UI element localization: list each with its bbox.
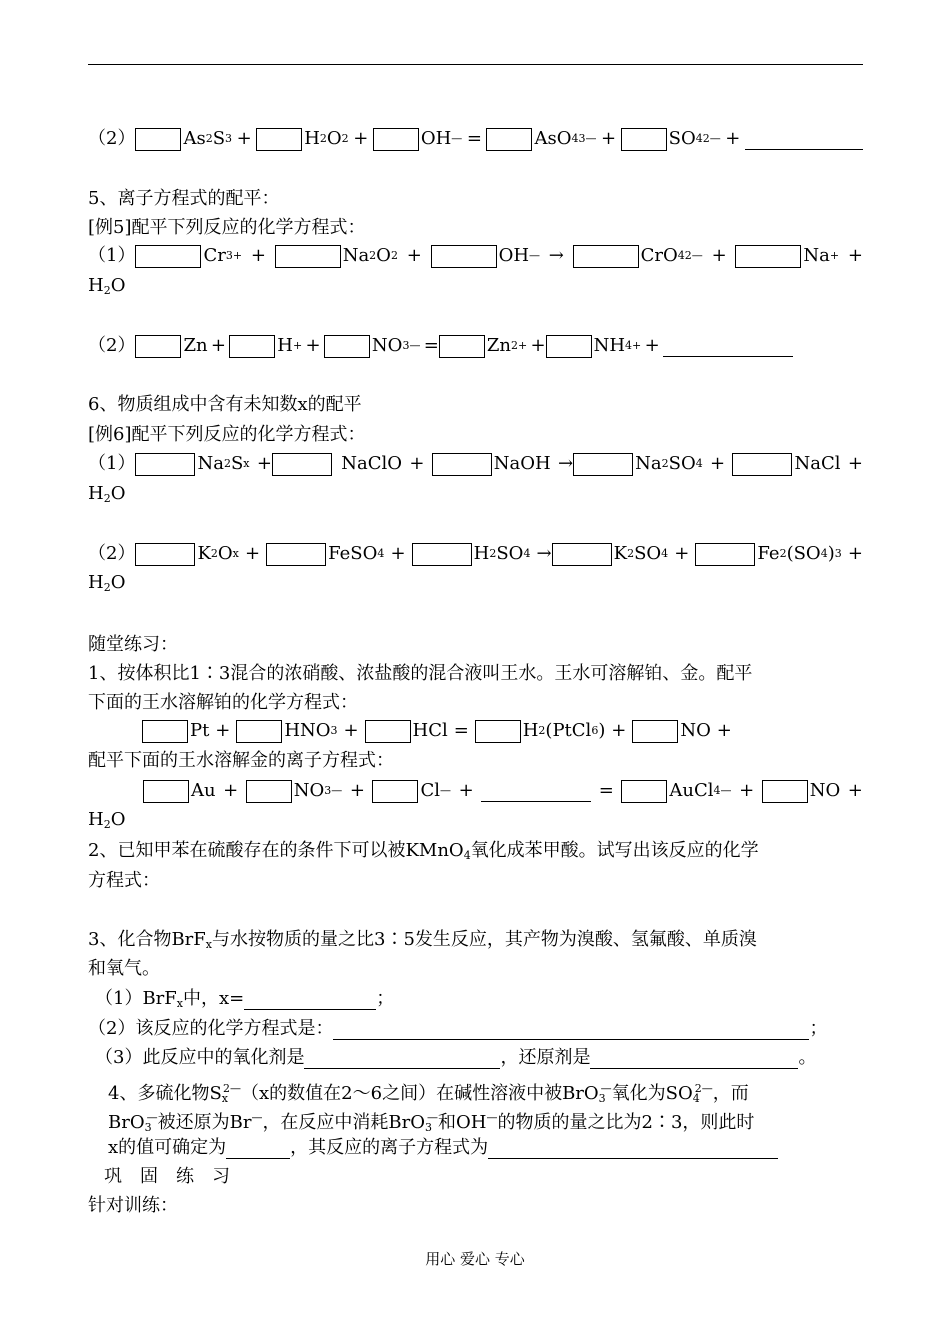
practice-title: 随堂练习： [88,634,178,655]
coefficient-box[interactable] [573,245,639,268]
q3-line1: 3、化合物BrF$_x$与水按物质的量之比3∶5发生反应，其产物为溴酸、氢氟酸、单质溴 [88,929,757,951]
example-6: [例6]配平下列反应的化学方程式： [88,424,366,445]
q3-sub3: （3）此反应中的氧化剂是 ，还原剂是 。 [95,1047,817,1068]
q1-line1: 1、按体积比1∶3混合的浓硝酸、浓盐酸的混合液叫王水。王水可溶解铂、金。配平 [88,663,753,684]
coefficient-box[interactable] [552,543,612,566]
eq-sulfide: （1） Na 2 S x + NaClO + NaOH → Na 2 SO 4 + NaCl + [88,451,863,477]
coefficient-box[interactable] [695,543,755,566]
answer-blank[interactable] [488,1138,778,1159]
q2-line1: 2、已知甲苯在硫酸存在的条件下可以被KMnO$_4$氧化成苯甲酸。试写出该反应的化学 [88,840,759,862]
consolidate-heading: 巩 固 练 习 [104,1166,230,1187]
answer-blank[interactable] [304,1048,500,1069]
coefficient-box[interactable] [546,335,592,358]
coefficient-box[interactable] [372,780,418,803]
coefficient-box[interactable] [324,335,370,358]
answer-blank[interactable] [244,989,376,1010]
q1-line2: 下面的王水溶解铂的化学方程式： [88,692,358,713]
heading-6: 6、物质组成中含有未知数x的配平 [88,394,362,415]
coefficient-box[interactable] [266,543,326,566]
eq-zinc: （2） Zn + H + + NO 3 — = Zn 2+ + NH 4 + + [88,333,793,359]
eq-platinum: Pt + HNO 3 + HCl = H 2 (PtCl 6 ) + NO + [142,718,732,744]
answer-blank[interactable] [663,336,793,357]
answer-blank[interactable] [226,1138,290,1159]
coefficient-box[interactable] [135,335,181,358]
water-term: $H_2O$ [88,572,126,594]
coefficient-box[interactable] [236,720,282,743]
q3-sub2: （2）该反应的化学方程式是： ； [88,1018,828,1039]
answer-blank[interactable] [590,1048,798,1069]
water-term: $H_2O$ [88,809,126,831]
page-footer: 用心 爱心 专心 [425,1250,525,1268]
coefficient-box[interactable] [573,453,633,476]
answer-blank[interactable] [745,129,863,150]
q4-line3: x的值可确定为 ，其反应的离子方程式为 [108,1135,778,1161]
water-term: $H_2O$ [88,483,126,505]
eq-iron: （2） K 2 O x + FeSO 4 + H 2 SO 4 → K 2 SO 4 + Fe 2 (SO 4 ) 3 + [88,541,863,567]
q4-line1: 4、多硫化物$S_x^{2—}(x$的数值在2～6之间）在碱性溶液中被BrO$_3$—氧化为$SO_4^{2—}$，而 [108,1082,749,1105]
coefficient-box[interactable] [632,720,678,743]
arrow-icon: → [548,245,564,266]
coefficient-box[interactable] [365,720,411,743]
coefficient-box[interactable] [431,245,497,268]
q1-line3: 配平下面的王水溶解金的离子方程式： [88,750,394,771]
coefficient-box[interactable] [735,245,801,268]
targeted-heading: 针对训练： [88,1195,178,1216]
coefficient-box[interactable] [762,780,808,803]
eq-arsenic: （2） As 2 S 3 + H 2 O 2 + OH — = AsO 4 3— + SO 4 2— + [88,126,863,152]
q3-sub1: （1）BrF$_x$中，x= ； [95,988,395,1010]
coefficient-box[interactable] [229,335,275,358]
coefficient-box[interactable] [432,453,492,476]
coefficient-box[interactable] [621,780,667,803]
coefficient-box[interactable] [135,245,201,268]
coefficient-box[interactable] [256,128,302,151]
water-term: $H_2O$ [88,275,126,297]
coefficient-box[interactable] [135,128,181,151]
coefficient-box[interactable] [135,543,195,566]
coefficient-box[interactable] [373,128,419,151]
arrow-icon: → [536,543,552,564]
coefficient-box[interactable] [275,245,341,268]
coefficient-box[interactable] [475,720,521,743]
q4-line2: BrO$_3$—被还原为Br—，在反应中消耗BrO$_3$—和OH—的物质的量之比为2∶3，则此时 [108,1111,755,1134]
coefficient-box[interactable] [732,453,792,476]
coefficient-box[interactable] [246,780,292,803]
coefficient-box[interactable] [621,128,667,151]
coefficient-box[interactable] [142,720,188,743]
coefficient-box[interactable] [439,335,485,358]
coefficient-box[interactable] [143,780,189,803]
answer-blank[interactable] [481,781,591,802]
arrow-icon: → [558,453,574,474]
q3-line2: 和氧气。 [88,958,160,979]
coefficient-box[interactable] [135,453,195,476]
heading-5: 5、离子方程式的配平： [88,188,280,209]
answer-blank[interactable] [333,1019,809,1040]
example-5: [例5]配平下列反应的化学方程式： [88,217,366,238]
eq-gold: Au + NO 3 — + Cl — + = AuCl 4 — + NO + [143,778,863,804]
coefficient-box[interactable] [486,128,532,151]
eq-chromium: （1） Cr 3+ + Na 2 O 2 + OH — → CrO 4 2— + Na + + [88,243,863,269]
coefficient-box[interactable] [412,543,472,566]
q2-line2: 方程式： [88,870,160,891]
coefficient-box[interactable] [272,453,332,476]
top-rule [88,64,863,65]
